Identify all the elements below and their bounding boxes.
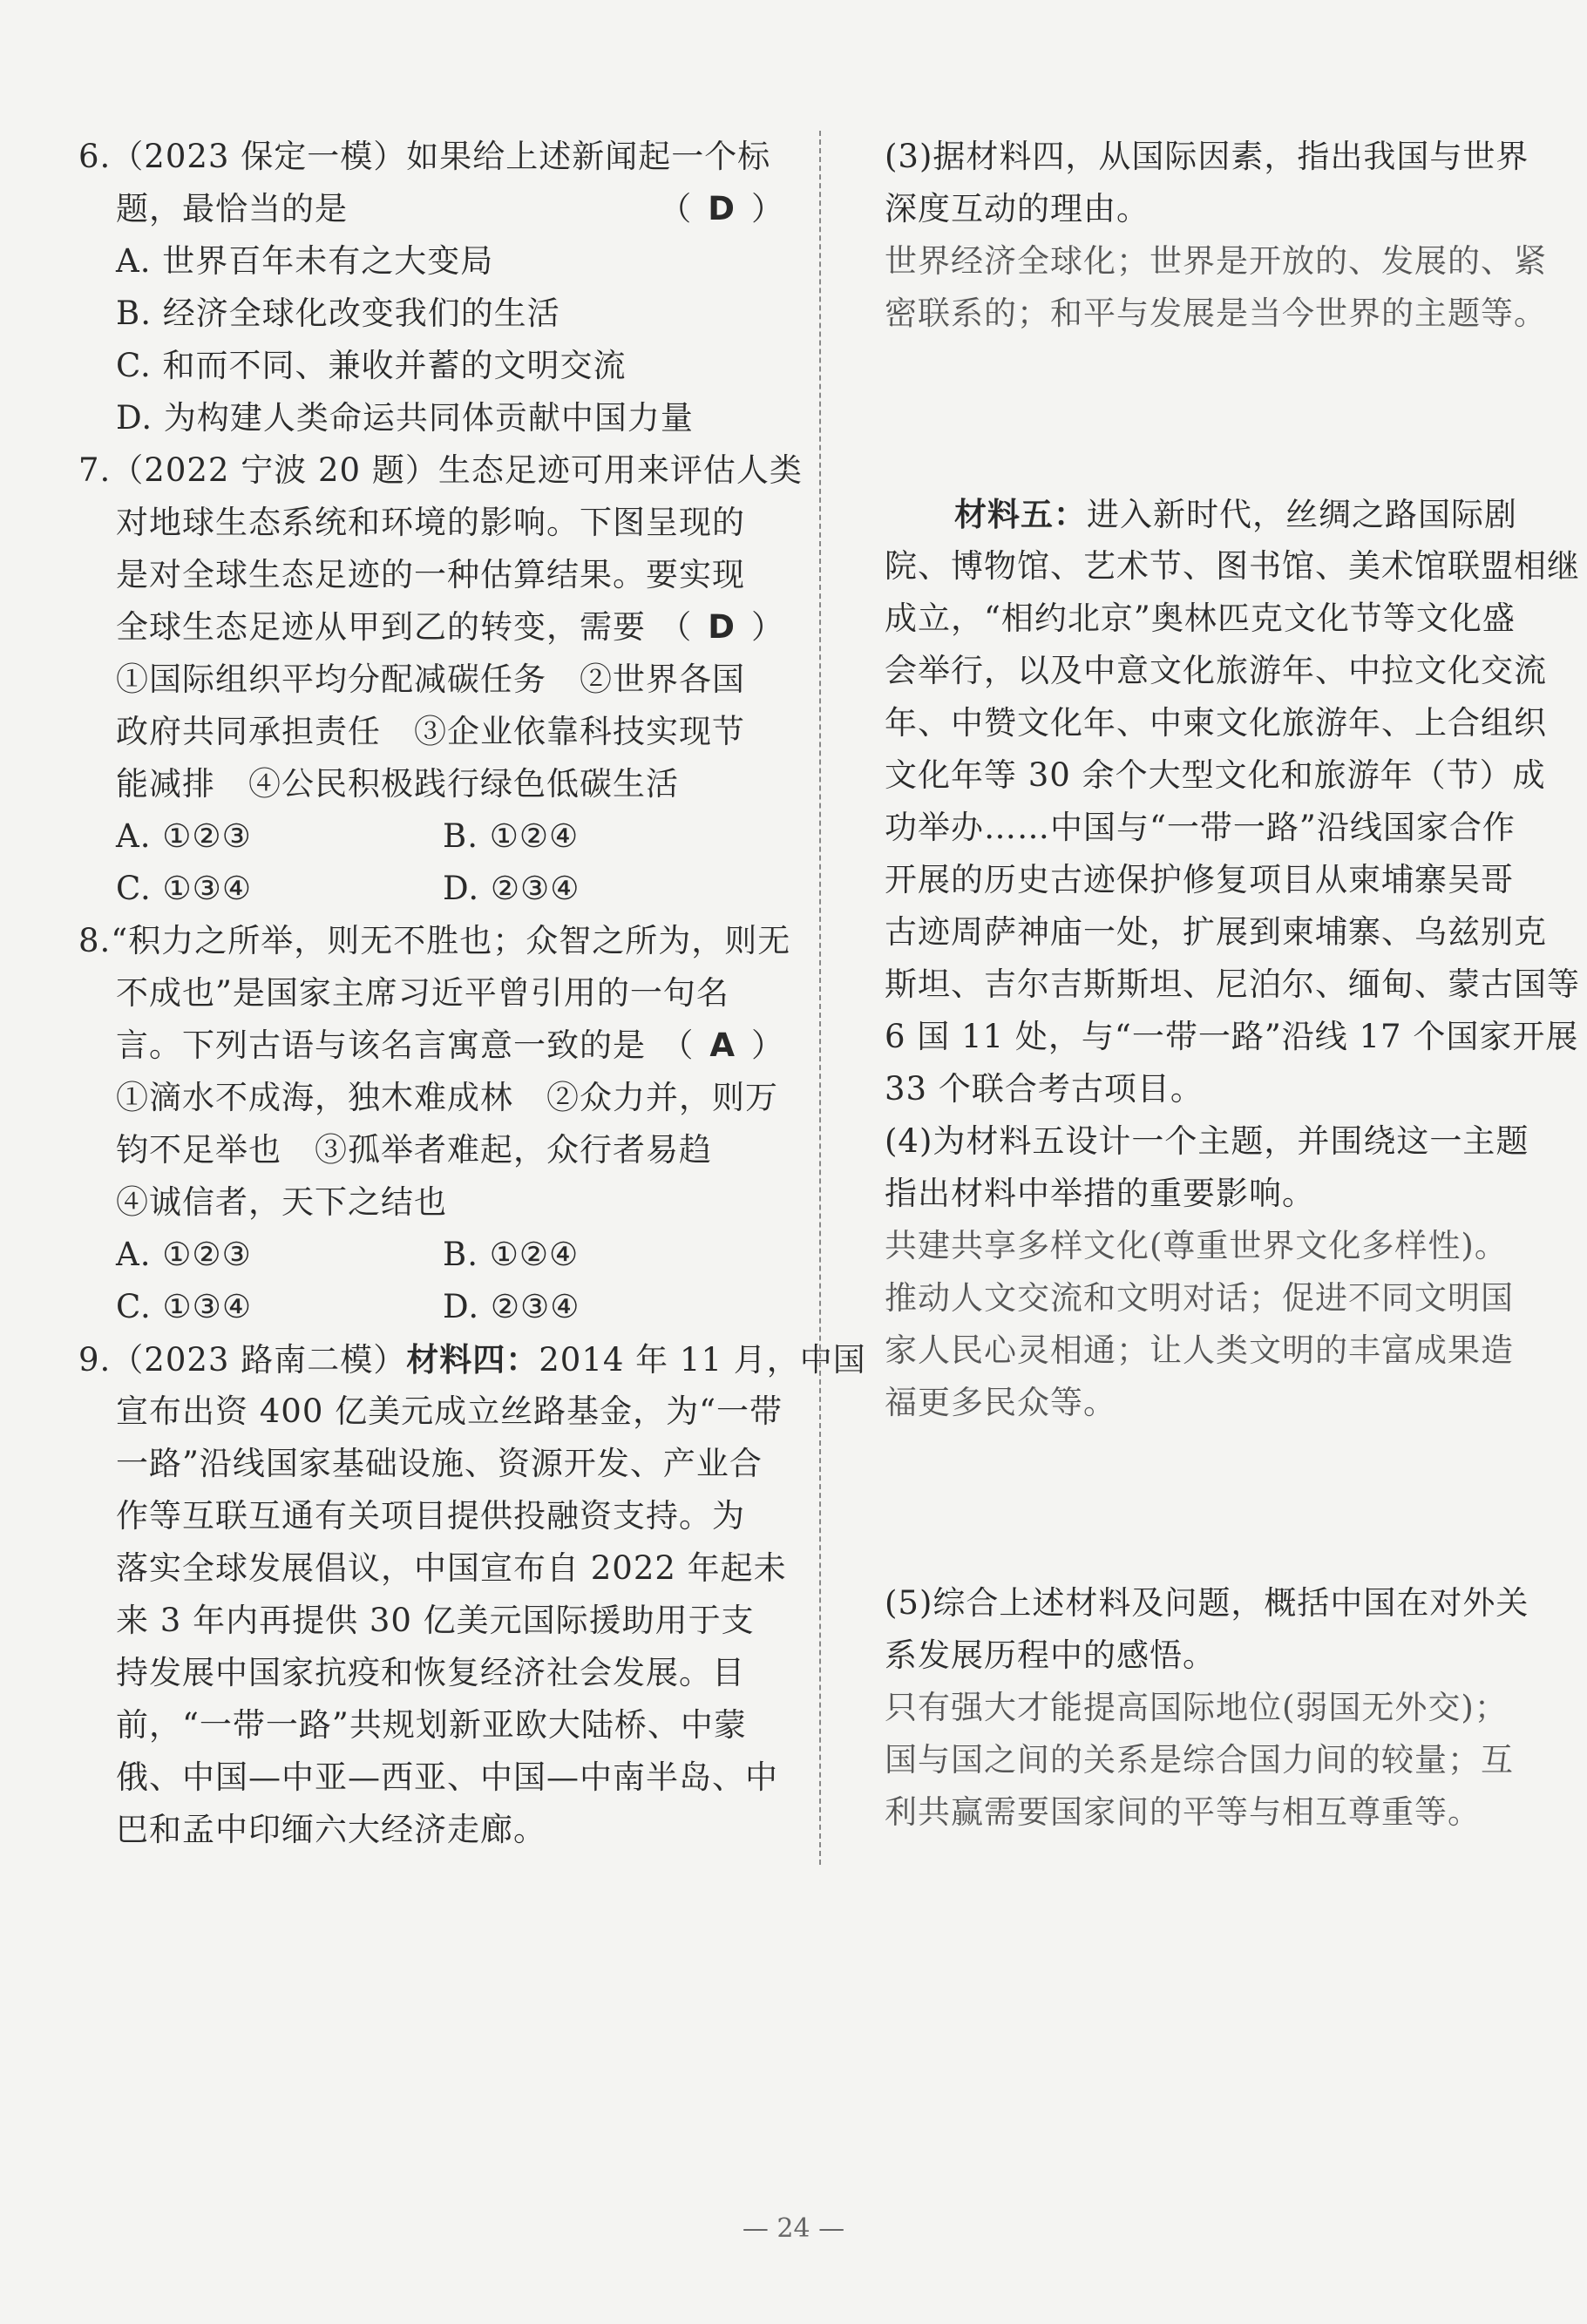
option-row — [78, 863, 784, 915]
spacer — [885, 1429, 1556, 1577]
question-line — [78, 1333, 866, 1386]
material-line: 成立，“相约北京”奥林匹克文化节等文化盛 — [885, 600, 1516, 637]
question-line: 8.“积力之所举，则无不胜也；众智之所为，则无 — [78, 922, 791, 959]
answer-line: 推动人文交流和文明对话；促进不同文明国 — [885, 1279, 1514, 1317]
answer-paren: （ A ） — [661, 1026, 784, 1064]
question-line: 不成也”是国家主席习近平曾引用的一句名 — [116, 974, 729, 1012]
answer-line: 共建共享多样文化(尊重世界文化多样性)。 — [885, 1227, 1508, 1264]
option: A. ①②③ — [116, 817, 252, 855]
option: B. 经济全球化改变我们的生活 — [116, 295, 560, 332]
question-line: 指出材料中举措的重要影响。 — [885, 1175, 1315, 1212]
material-line: 33 个联合考古项目。 — [885, 1070, 1204, 1108]
option-row — [78, 1281, 784, 1333]
material-line: 持发展中国家抗疫和恢复经济社会发展。目 — [116, 1654, 745, 1691]
option: D. 为构建人类命运共同体贡献中国力量 — [116, 399, 694, 437]
material-line: 院、博物馆、艺术节、图书馆、美术馆联盟相继 — [885, 547, 1580, 585]
answer-paren: （ D ） — [659, 608, 784, 646]
question-line: 6.（2023 保定一模）如果给上述新闻起一个标 — [78, 138, 771, 175]
question-line: 钧不足举也 ③孤举者难起，众行者易趋 — [116, 1131, 712, 1169]
option-row — [78, 810, 784, 863]
question-7 — [78, 444, 803, 915]
question-line: ④诚信者，天下之结也 — [116, 1183, 447, 1221]
spacer — [885, 340, 1556, 488]
question-line — [78, 183, 784, 235]
question-line: (3)据材料四，从国际因素，指出我国与世界 — [885, 138, 1529, 175]
material-line: 文化年等 30 余个大型文化和旅游年（节）成 — [885, 756, 1546, 794]
question-6 — [78, 131, 784, 444]
material-line: 功举办……中国与“一带一路”沿线国家合作 — [885, 809, 1516, 846]
material-line: 宣布出资 400 亿美元成立丝路基金，为“一带 — [116, 1392, 783, 1430]
question-line: 深度互动的理由。 — [885, 190, 1150, 227]
material-line: 6 国 11 处，与“一带一路”沿线 17 个国家开展 — [885, 1018, 1579, 1055]
question-9 — [78, 1333, 866, 1856]
question-8 — [78, 915, 791, 1333]
option: D. ②③④ — [443, 870, 580, 907]
answer-line: 世界经济全球化；世界是开放的、发展的、紧 — [885, 242, 1547, 280]
option: B. ①②④ — [443, 817, 580, 855]
question-text: 题，最恰当的是 — [116, 190, 348, 227]
question-line: (5)综合上述材料及问题，概括中国在对外关 — [885, 1584, 1529, 1622]
answer-line: 国与国之间的关系是综合国力间的较量；互 — [885, 1741, 1514, 1779]
answer-line: 利共赢需要国家间的平等与相互尊重等。 — [885, 1793, 1481, 1831]
material-line: 年、中赞文化年、中柬文化旅游年、上合组织 — [885, 704, 1547, 742]
option: A. ①②③ — [116, 1236, 252, 1273]
question-line: 是对全球生态足迹的一种估算结果。要实现 — [116, 556, 745, 593]
page-number: — 24 — — [742, 2213, 845, 2244]
material-label: 材料四： — [406, 1340, 539, 1379]
material-line: 巴和孟中印缅六大经济走廊。 — [116, 1811, 546, 1848]
option: D. ②③④ — [443, 1288, 580, 1325]
material-line: 会举行，以及中意文化旅游年、中拉文化交流 — [885, 652, 1547, 689]
question-line — [78, 1020, 784, 1072]
material-line: 古迹周萨神庙一处，扩展到柬埔寨、乌兹别克 — [885, 913, 1547, 951]
subquestion-3 — [885, 131, 1556, 340]
material-text: 进入新时代，丝绸之路国际剧 — [1087, 496, 1517, 533]
material-line: 开展的历史古迹保护修复项目从柬埔寨吴哥 — [885, 861, 1514, 898]
question-line — [78, 601, 784, 654]
answer-paren: （ D ） — [659, 190, 784, 227]
question-line: ①滴水不成海，独木难成林 ②众力并，则万 — [116, 1079, 778, 1116]
answer-line: 密联系的；和平与发展是当今世界的主题等。 — [885, 295, 1547, 332]
option: C. 和而不同、兼收并蓄的文明交流 — [116, 347, 627, 384]
material-line: 俄、中国—中亚—西亚、中国—中南半岛、中 — [116, 1758, 778, 1796]
question-text: 言。下列古语与该名言寓意一致的是 — [116, 1026, 646, 1064]
question-line: 系发展历程中的感悟。 — [885, 1636, 1216, 1674]
option: A. 世界百年未有之大变局 — [116, 242, 494, 280]
question-text: 全球生态足迹从甲到乙的转变，需要 — [116, 608, 646, 646]
material-line: 作等互联互通有关项目提供投融资支持。为 — [116, 1497, 745, 1535]
material-line — [885, 488, 1556, 540]
question-line: (4)为材料五设计一个主题，并围绕这一主题 — [885, 1122, 1529, 1160]
answer-line: 福更多民众等。 — [885, 1384, 1116, 1421]
answer-line: 家人民心灵相通；让人类文明的丰富成果造 — [885, 1331, 1514, 1369]
question-line: 7.（2022 宁波 20 题）生态足迹可用来评估人类 — [78, 451, 803, 489]
material-line: 前，“一带一路”共规划新亚欧大陆桥、中蒙 — [116, 1706, 747, 1744]
option-row — [78, 1229, 784, 1281]
option: B. ①②④ — [443, 1236, 580, 1273]
subquestion-5 — [885, 1577, 1556, 1839]
subquestion-4 — [885, 1115, 1556, 1429]
material-line: 斯坦、吉尔吉斯斯坦、尼泊尔、缅甸、蒙古国等 — [885, 966, 1580, 1003]
answer-letter: D — [708, 190, 736, 227]
question-source: 9.（2023 路南二模） — [78, 1341, 407, 1379]
material-label: 材料五： — [954, 495, 1087, 533]
material-5 — [885, 488, 1580, 1115]
left-column — [78, 131, 866, 1856]
option: C. ①③④ — [116, 1288, 253, 1325]
material-line: 一路”沿线国家基础设施、资源开发、产业合 — [116, 1445, 763, 1482]
right-column — [885, 131, 1580, 1839]
option: C. ①③④ — [116, 870, 253, 907]
column-divider — [819, 131, 821, 1865]
answer-letter: D — [708, 608, 736, 646]
material-line: 来 3 年内再提供 30 亿美元国际援助用于支 — [116, 1602, 755, 1639]
material-line: 落实全球发展倡议，中国宣布自 2022 年起未 — [116, 1549, 787, 1587]
answer-letter: A — [709, 1026, 736, 1064]
question-line: 对地球生态系统和环境的影响。下图呈现的 — [116, 504, 745, 541]
question-line: 政府共同承担责任 ③企业依靠科技实现节 — [116, 713, 745, 750]
answer-line: 只有强大才能提高国际地位(弱国无外交)； — [885, 1689, 1508, 1726]
question-line: 能减排 ④公民积极践行绿色低碳生活 — [116, 765, 679, 803]
question-text: 2014 年 11 月，中国 — [539, 1341, 866, 1379]
question-line: ①国际组织平均分配减碳任务 ②世界各国 — [116, 661, 745, 698]
